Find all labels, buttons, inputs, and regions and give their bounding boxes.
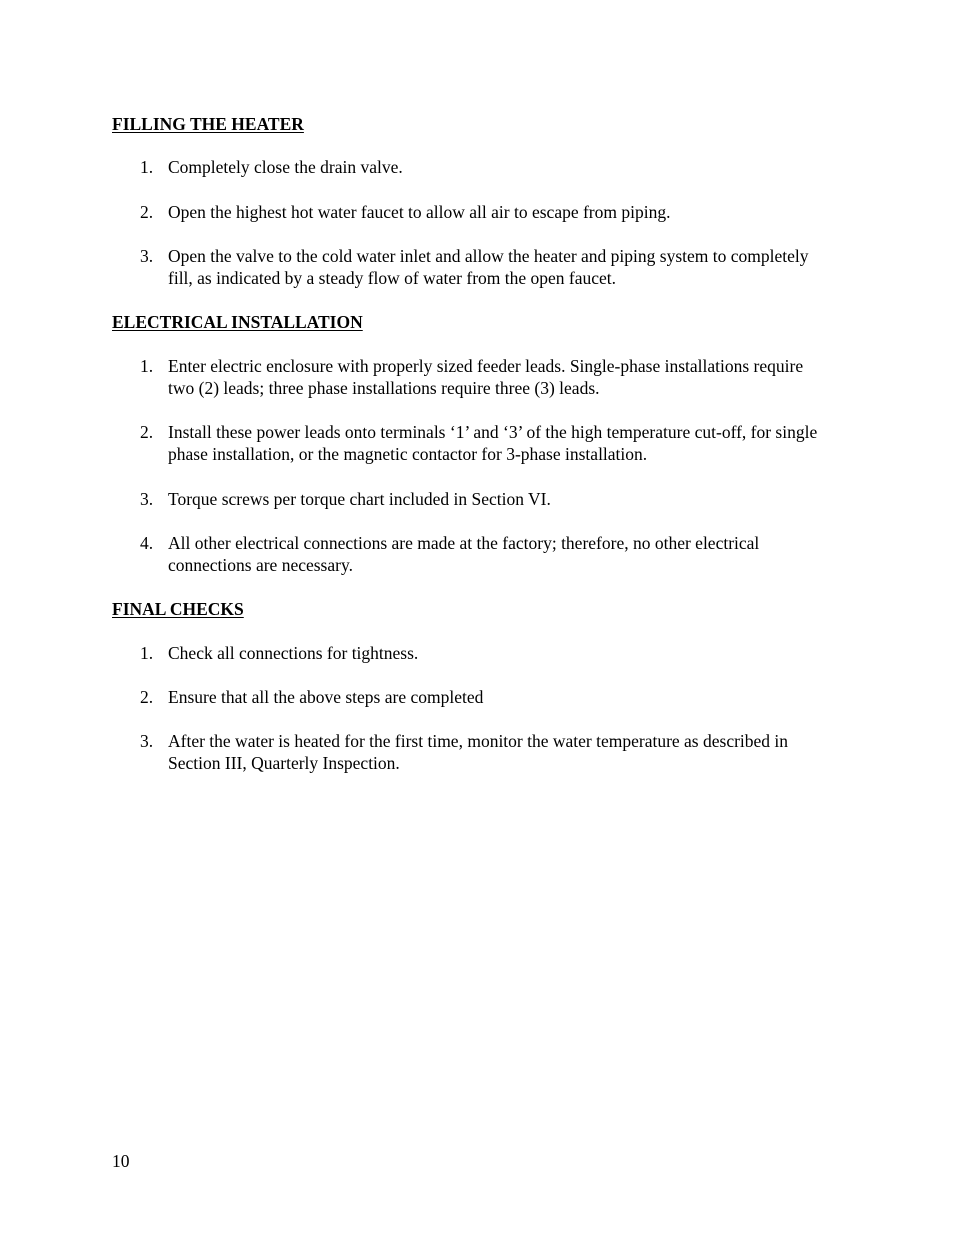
list-item-number: 1. bbox=[140, 643, 154, 663]
section-heading-final-checks: FINAL CHECKS bbox=[112, 599, 244, 619]
list-item-text bbox=[168, 421, 868, 465]
list-item-text bbox=[168, 201, 868, 223]
list-item-number: 2. bbox=[140, 202, 154, 222]
list-item-number: 3. bbox=[140, 246, 154, 266]
list-item-line: two (2) leads; three phase installations require three (3) leads. bbox=[168, 378, 600, 398]
list-item-text bbox=[168, 730, 868, 774]
list-item-line: connections are necessary. bbox=[168, 555, 353, 575]
section-heading-electrical-installation: ELECTRICAL INSTALLATION bbox=[112, 312, 363, 332]
list-item-text bbox=[168, 156, 868, 178]
list-item-line: All other electrical connections are made at the factory; therefore, no other electrical bbox=[168, 533, 760, 553]
list-item-line: Section III, Quarterly Inspection. bbox=[168, 753, 400, 773]
section-heading-filling-the-heater: FILLING THE HEATER bbox=[112, 114, 304, 134]
list-item-text bbox=[168, 355, 868, 399]
list-item-number: 2. bbox=[140, 422, 154, 442]
list-item-number: 3. bbox=[140, 489, 154, 509]
list-item-line: Install these power leads onto terminals ‘1’ and ‘3’ of the high temperature cut-off, for single bbox=[168, 422, 818, 442]
list-item-line: fill, as indicated by a steady flow of water from the open faucet. bbox=[168, 268, 617, 288]
list-item-line: Torque screws per torque chart included in Section VI. bbox=[168, 489, 551, 509]
list-item-line: phase installation, or the magnetic contactor for 3-phase installation. bbox=[168, 444, 648, 464]
list-item-text bbox=[168, 245, 868, 289]
list-item-text bbox=[168, 488, 868, 510]
list-item-line: Open the highest hot water faucet to allow all air to escape from piping. bbox=[168, 202, 671, 222]
list-item-number: 1. bbox=[140, 157, 154, 177]
page-number: 10 bbox=[112, 1151, 130, 1171]
list-item-number: 1. bbox=[140, 356, 154, 376]
list-item-text bbox=[168, 532, 868, 576]
list-item-text bbox=[168, 642, 868, 664]
list-item-number: 2. bbox=[140, 687, 154, 707]
list-item-line: Completely close the drain valve. bbox=[168, 157, 403, 177]
list-item-number: 4. bbox=[140, 533, 154, 553]
list-item-line: After the water is heated for the first time, monitor the water temperature as described in bbox=[168, 731, 789, 751]
list-item-line: Check all connections for tightness. bbox=[168, 643, 419, 663]
list-item-number: 3. bbox=[140, 731, 154, 751]
list-item-text bbox=[168, 686, 868, 708]
list-item-line: Open the valve to the cold water inlet and allow the heater and piping system to completely bbox=[168, 246, 809, 266]
list-item-line: Ensure that all the above steps are completed bbox=[168, 687, 484, 707]
list-item-line: Enter electric enclosure with properly sized feeder leads. Single-phase installations require bbox=[168, 356, 804, 376]
